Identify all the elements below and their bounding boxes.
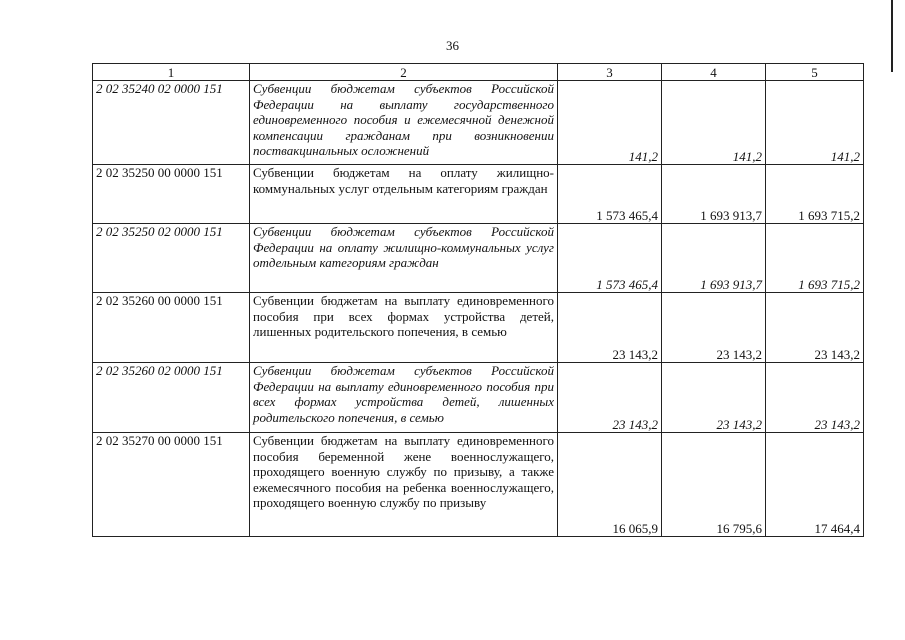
header-col-5: 5: [766, 64, 864, 81]
row-value-col5: 1 693 715,2: [766, 165, 864, 224]
row-description: Субвенции бюджетам на оплату жилищно-коммунальных услуг отдельным категориям граждан: [250, 165, 558, 224]
header-col-4: 4: [662, 64, 766, 81]
table-row: [93, 165, 864, 224]
row-code: 2 02 35260 02 0000 151: [93, 363, 250, 433]
row-description: Субвенции бюджетам на выплату единовременного пособия при всех формах устройства детей, лишенных родительского попечения, в семью: [250, 293, 558, 363]
row-value-col4: 16 795,6: [662, 433, 766, 537]
row-description: Субвенции бюджетам субъектов Российской Федерации на выплату единовременного пособия при всех формах устройства детей, лишенных родительского попечения, в семью: [250, 363, 558, 433]
table-header-row: [93, 64, 864, 81]
row-description: Субвенции бюджетам на выплату единовременного пособия беременной жене военнослужащего, проходящего военную службу по призыву, а также ежемесячного пособия на ребенка военнослужащего, проходящего военную службу по призыву: [250, 433, 558, 537]
row-value-col5: 17 464,4: [766, 433, 864, 537]
header-col-2: 2: [250, 64, 558, 81]
table-row: [93, 363, 864, 433]
row-value-col4: 1 693 913,7: [662, 224, 766, 293]
row-value-col5: 23 143,2: [766, 293, 864, 363]
row-value-col5: 23 143,2: [766, 363, 864, 433]
row-code: 2 02 35260 00 0000 151: [93, 293, 250, 363]
row-code: 2 02 35250 00 0000 151: [93, 165, 250, 224]
header-col-1: 1: [93, 64, 250, 81]
row-value-col5: 1 693 715,2: [766, 224, 864, 293]
table-row: [93, 433, 864, 537]
row-code: 2 02 35250 02 0000 151: [93, 224, 250, 293]
row-code: 2 02 35270 00 0000 151: [93, 433, 250, 537]
budget-table: [92, 63, 864, 537]
row-value-col3: 16 065,9: [558, 433, 662, 537]
row-value-col4: 23 143,2: [662, 293, 766, 363]
header-col-3: 3: [558, 64, 662, 81]
table-row: [93, 224, 864, 293]
row-value-col3: 23 143,2: [558, 293, 662, 363]
row-value-col3: 1 573 465,4: [558, 165, 662, 224]
page-number: 36: [446, 38, 459, 53]
row-value-col4: 141,2: [662, 81, 766, 165]
table-row: [93, 81, 864, 165]
scan-edge-line: [891, 0, 893, 72]
row-value-col3: 141,2: [558, 81, 662, 165]
table-row: [93, 293, 864, 363]
row-value-col4: 23 143,2: [662, 363, 766, 433]
row-code: 2 02 35240 02 0000 151: [93, 81, 250, 165]
row-description: Субвенции бюджетам субъектов Российской Федерации на оплату жилищно-коммунальных услуг отдельным категориям граждан: [250, 224, 558, 293]
row-description: Субвенции бюджетам субъектов Российской Федерации на выплату государственного единовременного пособия и ежемесячной денежной компенсации гражданам при возникновении поствакцинальных осложнений: [250, 81, 558, 165]
row-value-col3: 23 143,2: [558, 363, 662, 433]
row-value-col5: 141,2: [766, 81, 864, 165]
row-value-col3: 1 573 465,4: [558, 224, 662, 293]
row-value-col4: 1 693 913,7: [662, 165, 766, 224]
